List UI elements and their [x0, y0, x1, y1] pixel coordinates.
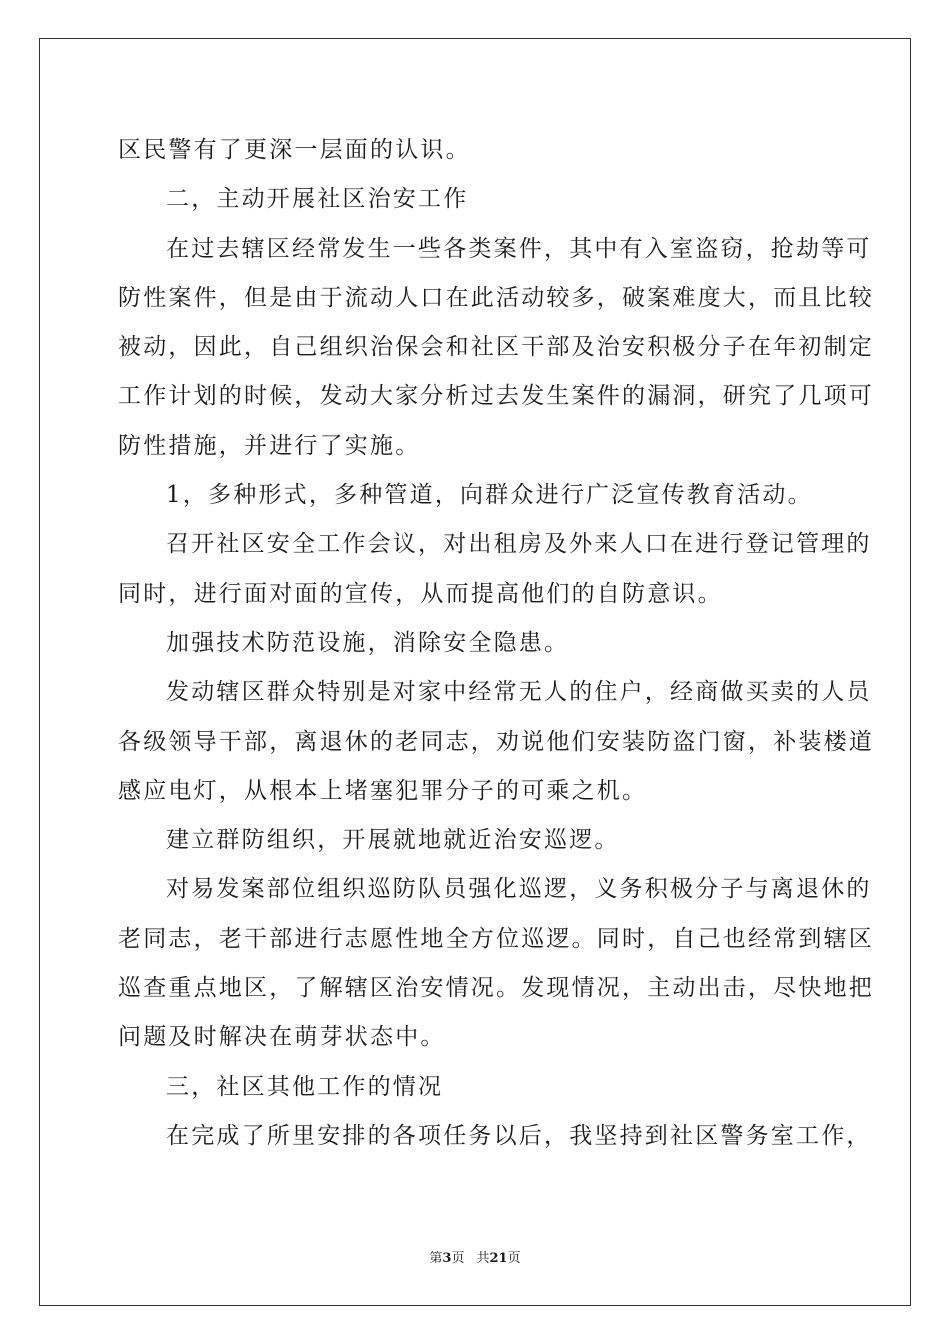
body-line: 区民警有了更深一层面的认识。	[118, 137, 471, 163]
page-suffix: 页	[451, 1251, 465, 1266]
page-prefix: 第	[429, 1251, 443, 1266]
body-line: 各级领导干部，离退休的老同志，劝说他们安装防盗门窗，补装楼道	[118, 728, 874, 755]
subsection-heading: 1，多种形式，多种管道，向群众进行广泛宣传教育活动。	[166, 482, 813, 509]
subsection-heading: 加强技术防范设施，消除安全隐患。	[166, 629, 570, 656]
body-line: 巡查重点地区，了解辖区治安情况。发现情况，主动出击，尽快地把	[118, 975, 874, 1002]
body-line: 同时，进行面对面的宣传，从而提高他们的自防意识。	[118, 580, 723, 607]
page-footer	[0, 1247, 950, 1266]
body-line: 工作计划的时候，发动大家分析过去发生案件的漏洞，研究了几项可	[118, 383, 874, 410]
body-line: 防性案件，但是由于流动人口在此活动较多，破案难度大，而且比较	[118, 284, 874, 311]
body-line: 被动，因此，自己组织治保会和社区干部及治安积极分子在年初制定	[118, 334, 874, 361]
subsection-heading: 建立群防组织，开展就地就近治安巡逻。	[166, 827, 620, 854]
body-line: 在完成了所里安排的各项任务以后，我坚持到社区警务室工作，	[166, 1122, 872, 1149]
body-line: 发动辖区群众特别是对家中经常无人的住户，经商做买卖的人员	[166, 679, 872, 706]
body-line: 对易发案部位组织巡防队员强化巡逻，义务积极分子与离退休的	[166, 876, 872, 903]
body-line: 老同志，老干部进行志愿性地全方位巡逻。同时，自己也经常到辖区	[118, 925, 874, 952]
body-line: 问题及时解决在萌芽状态中。	[118, 1024, 446, 1051]
body-line: 防性措施，并进行了实施。	[118, 432, 421, 459]
body-line: 在过去辖区经常发生一些各类案件，其中有入室盗窃，抢劫等可	[166, 235, 872, 262]
document-body	[118, 126, 874, 1161]
total-prefix: 共	[476, 1251, 490, 1266]
section-heading: 二，主动开展社区治安工作	[166, 186, 469, 213]
body-line: 召开社区安全工作会议，对出租房及外来人口在进行登记管理的	[166, 531, 872, 558]
total-suffix: 页	[507, 1251, 521, 1266]
body-line: 感应电灯，从根本上堵塞犯罪分子的可乘之机。	[118, 777, 648, 804]
total-pages: 21	[489, 1251, 508, 1266]
page-number: 3	[442, 1251, 452, 1266]
section-heading: 三，社区其他工作的情况	[166, 1073, 444, 1100]
